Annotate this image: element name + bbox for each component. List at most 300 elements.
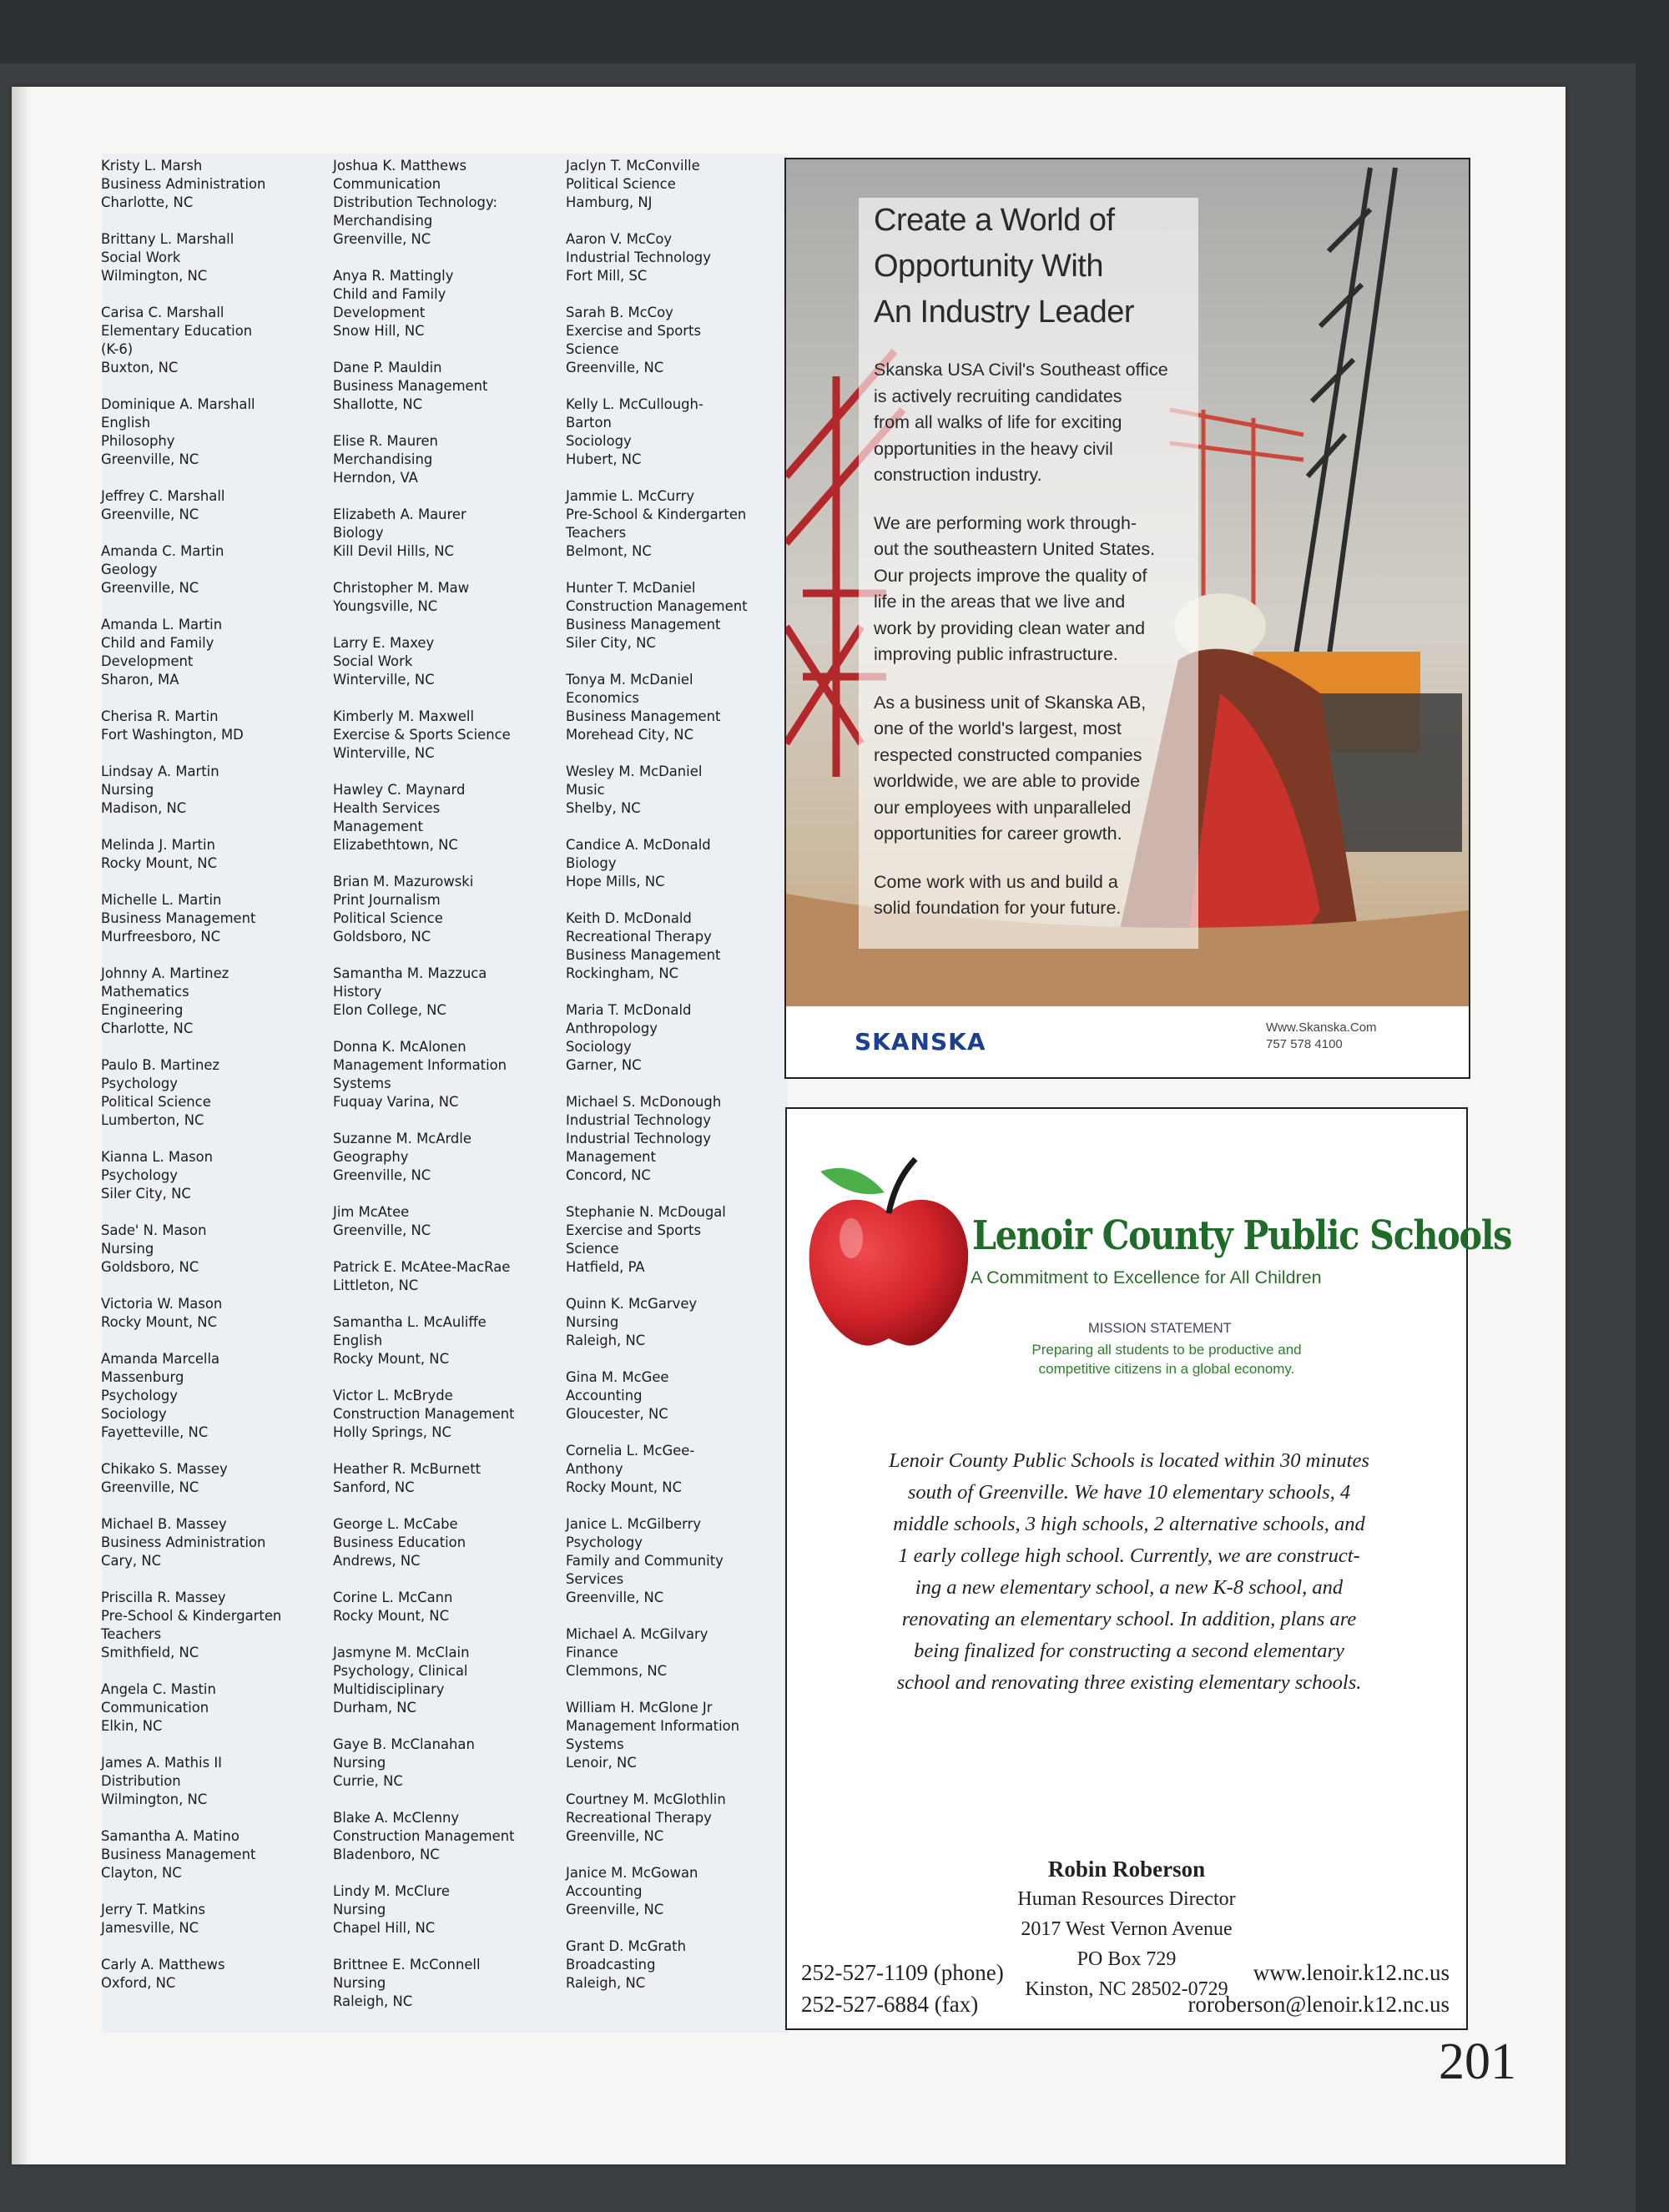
graduate-detail: Exercise and Sports [566,323,702,339]
graduate-detail: Raleigh, NC [333,1993,413,2009]
graduate-detail: Rocky Mount, NC [566,1479,683,1495]
graduate-name: Brittnee E. McConnell [333,1957,481,1973]
graduate-entry [101,891,335,946]
contact-line: 2017 West Vernon Avenue [1021,1918,1233,1940]
graduate-detail: Engineering [101,1002,184,1018]
paragraph-line: opportunities in the heavy civil [874,438,1113,459]
graduate-entry [333,1589,567,1625]
graduate-detail: Sharon, MA [101,672,179,688]
graduate-name: Aaron V. McCoy [566,231,673,247]
graduate-name: Sarah B. McCoy [566,305,673,320]
graduate-entry [333,506,567,561]
paragraph-line: one of the world's largest, most [874,718,1122,738]
graduate-detail: Barton [566,415,612,431]
graduate-detail: Sociology [101,1406,167,1422]
graduate-detail: Sociology [566,433,632,449]
graduate-name: Larry E. Maxey [333,635,435,651]
graduate-name: Dane P. Mauldin [333,360,442,375]
graduate-detail: Currie, NC [333,1773,403,1789]
graduate-name: Angela C. Mastin [101,1681,216,1697]
graduate-name: Kimberly M. Maxwell [333,708,475,724]
graduate-entry [333,432,567,487]
graduate-name: Maria T. McDonald [566,1002,692,1018]
graduate-entry [566,230,799,285]
lenoir-website-link[interactable]: www.lenoir.k12.nc.us [1253,1960,1450,1985]
graduate-name: Lindy M. McClure [333,1883,450,1899]
paragraph-line: solid foundation for your future. [874,898,1122,918]
graduate-entry [566,579,799,653]
graduate-name: Chikako S. Massey [101,1461,228,1477]
lenoir-county-name: Lenoir County Public Schools [972,1212,1512,1259]
graduate-entry [333,1203,567,1240]
skanska-contact [1266,1020,1377,1053]
graduate-detail: Systems [566,1736,624,1752]
graduate-entry [333,1644,567,1717]
graduate-entry [333,157,567,249]
graduate-detail: Charlotte, NC [101,1020,194,1036]
contact-line: Kinston, NC 28502-0729 [1025,1978,1228,2000]
graduate-detail: Snow Hill, NC [333,323,425,339]
description-line: 1 early college high school. Currently, we are construct- [898,1544,1360,1567]
graduate-entry [101,1148,335,1203]
graduate-name: Janice M. McGowan [566,1865,698,1881]
graduate-entry [566,1442,799,1497]
graduate-name: Michael S. McDonough [566,1094,722,1110]
graduate-entry [101,1056,335,1130]
contact-name: Robin Roberson [1047,1857,1206,1882]
graduate-name: Kelly L. McCullough- [566,396,703,412]
graduate-detail: Print Journalism [333,892,441,908]
headline-line: Create a World of [874,203,1115,238]
graduate-detail: Cary, NC [101,1553,162,1569]
graduate-detail: Madison, NC [101,800,187,816]
graduate-name: Gaye B. McClanahan [333,1736,475,1752]
graduate-column-1 [101,157,335,2011]
headline-line: An Industry Leader [874,295,1135,330]
graduate-detail: Nursing [566,1314,619,1330]
graduate-name: Christopher M. Maw [333,580,470,596]
graduate-detail: Accounting [566,1883,643,1899]
graduate-detail: Fort Mill, SC [566,268,648,284]
graduate-detail: Philosophy [101,433,175,449]
graduate-detail: Elon College, NC [333,1002,446,1018]
graduate-detail: Youngsville, NC [333,598,438,614]
graduate-detail: Raleigh, NC [566,1975,646,1991]
phone-number[interactable]: 252-527-1109 (phone) [801,1960,1004,1985]
graduate-name: Gina M. McGee [566,1369,669,1385]
graduate-entry [101,965,335,1038]
skanska-paragraph [874,511,1183,668]
graduate-name: Samantha A. Matino [101,1828,240,1844]
graduate-detail: Rockingham, NC [566,965,679,981]
graduate-detail: Child and Family [333,286,446,302]
graduate-detail: Political Science [101,1094,211,1110]
graduate-name: Jammie L. McCurry [566,488,695,504]
graduate-detail: Chapel Hill, NC [333,1920,436,1936]
graduate-detail: Communication [333,176,441,192]
graduate-detail: Recreational Therapy [566,1810,712,1826]
graduate-name: Kianna L. Mason [101,1149,214,1165]
graduate-name: William H. McGlone Jr [566,1700,713,1716]
graduate-name: Lindsay A. Martin [101,763,219,779]
paragraph-line: out the southeastern United States. [874,539,1156,559]
graduate-detail: Hope Mills, NC [566,874,665,889]
graduate-name: Quinn K. McGarvey [566,1296,698,1312]
graduate-detail: Management [333,819,423,834]
skanska-paragraph [874,357,1183,489]
graduate-entry [101,487,335,524]
graduate-entry [333,1313,567,1368]
graduate-detail: Murfreesboro, NC [101,929,221,945]
yearbook-page [12,87,1566,2164]
graduate-detail: Services [566,1571,624,1587]
graduate-name: Jaclyn T. McConville [566,158,700,174]
graduate-detail: Elkin, NC [101,1718,163,1734]
paragraph-line: our employees with unparalleled [874,797,1132,818]
graduate-name: Sade' N. Mason [101,1222,207,1238]
graduate-detail: Greenville, NC [333,1222,431,1238]
graduate-detail: Industrial Technology [566,1131,711,1146]
graduate-entry [333,1809,567,1864]
graduate-detail: English [101,415,151,431]
mission-statement-title: MISSION STATEMENT [1088,1321,1232,1336]
graduate-name: Wesley M. McDaniel [566,763,703,779]
graduate-detail: Mathematics [101,984,189,1000]
graduate-entry [333,1736,567,1791]
graduate-detail: Smithfield, NC [101,1645,199,1660]
graduate-detail: Hubert, NC [566,451,642,467]
graduate-entry [333,708,567,763]
graduate-detail: Wilmington, NC [101,1791,208,1807]
graduate-detail: Broadcasting [566,1957,656,1973]
contact-line: PO Box 729 [1077,1948,1177,1970]
graduate-detail: Gloucester, NC [566,1406,668,1422]
graduate-detail: Political Science [333,910,443,926]
skanska-advertisement [784,158,1470,1079]
graduate-detail: Lenoir, NC [566,1755,637,1771]
graduate-entry [566,1699,799,1772]
graduate-detail: Belmont, NC [566,543,652,559]
fax-number: 252-527-6884 (fax) [801,1992,979,2017]
graduate-detail: Anthony [566,1461,623,1477]
graduate-name: Paulo B. Martinez [101,1057,220,1073]
graduate-detail: Child and Family [101,635,214,651]
graduate-name: Donna K. McAlonen [333,1039,466,1055]
graduate-name: Victor L. McBryde [333,1388,453,1403]
graduate-detail: Greenville, NC [333,1167,431,1183]
graduate-name: Candice A. McDonald [566,837,711,853]
graduate-detail: Nursing [333,1755,386,1771]
graduate-detail: Fuquay Varina, NC [333,1094,459,1110]
graduate-detail: Lumberton, NC [101,1112,204,1128]
graduate-entry [566,1937,799,1993]
graduate-name: Amanda Marcella [101,1351,220,1367]
graduate-entry [101,1901,335,1937]
headline-line: Opportunity With [874,249,1103,284]
graduate-detail: Business Education [333,1534,466,1550]
graduate-detail: Sociology [566,1039,632,1055]
graduate-entry [101,836,335,873]
graduate-detail: (K-6) [101,341,134,357]
paragraph-line: Our projects improve the quality of [874,565,1147,586]
graduate-detail: Management Information [333,1057,507,1073]
graduate-detail: Siler City, NC [566,635,656,651]
graduate-detail: Construction Management [333,1406,515,1422]
graduate-entry [566,157,799,212]
graduate-detail: Recreational Therapy [566,929,712,945]
description-line: being finalized for constructing a second elementary [914,1640,1344,1662]
graduate-entry [566,909,799,983]
graduate-detail: Greenville, NC [101,506,199,522]
graduate-detail: Anthropology [566,1020,658,1036]
graduate-entry [566,304,799,377]
graduate-detail: Winterville, NC [333,672,435,688]
graduate-detail: Shallotte, NC [333,396,423,412]
graduate-name: Corine L. McCann [333,1590,453,1605]
graduate-name: Jim McAtee [333,1204,410,1220]
graduate-detail: Psychology [566,1534,643,1550]
graduate-detail: Psychology, Clinical [333,1663,468,1679]
skanska-footer [786,1006,1469,1077]
graduate-detail: Science [566,1241,619,1257]
skanska-logo[interactable]: SKANSKA [855,1028,986,1056]
paragraph-line: opportunities for career growth. [874,824,1122,844]
graduate-entry [566,1864,799,1919]
graduate-detail: Pre-School & Kindergarten [101,1608,282,1624]
graduate-detail: Fort Washington, MD [101,727,244,743]
graduate-detail: Political Science [566,176,676,192]
graduate-detail: Andrews, NC [333,1553,421,1569]
graduate-entry [333,1460,567,1497]
graduate-detail: Management [566,1149,656,1165]
graduate-entry [101,1680,335,1736]
graduate-name: Anya R. Mattingly [333,268,454,284]
graduate-entry [333,965,567,1020]
graduate-entry [101,1754,335,1809]
graduate-detail: Garner, NC [566,1057,642,1073]
graduate-detail: Business Administration [101,1534,266,1550]
graduate-detail: Health Services [333,800,441,816]
skanska-paragraph [874,690,1183,848]
graduate-detail: Rocky Mount, NC [101,855,218,871]
paragraph-line: is actively recruiting candidates [874,385,1122,406]
graduate-detail: Merchandising [333,451,433,467]
graduate-entry [566,1093,799,1185]
graduate-entry [333,1387,567,1442]
graduate-detail: Goldsboro, NC [101,1259,199,1275]
graduate-detail: Psychology [101,1076,178,1091]
graduate-detail: Social Work [333,653,413,669]
graduate-detail: Buxton, NC [101,360,179,375]
graduate-detail: Fayetteville, NC [101,1424,209,1440]
graduate-detail: Psychology [101,1388,178,1403]
graduate-detail: Multidisciplinary [333,1681,445,1697]
graduate-detail: Sanford, NC [333,1479,415,1495]
graduate-name: Michael A. McGilvary [566,1626,708,1642]
graduate-detail: Construction Management [566,598,748,614]
description-line: ing a new elementary school, a new K-8 school, and [915,1576,1344,1599]
graduate-entry [101,616,335,689]
graduate-entry [101,1350,335,1442]
graduate-detail: Geography [333,1149,409,1165]
graduate-detail: Nursing [333,1902,386,1917]
graduate-entry [101,1589,335,1662]
graduate-detail: Nursing [333,1975,386,1991]
graduate-detail: Siler City, NC [101,1186,191,1202]
graduate-detail: Greenville, NC [101,580,199,596]
graduate-entry [566,671,799,744]
paragraph-line: improving public infrastructure. [874,644,1118,664]
graduate-detail: Greenville, NC [566,360,664,375]
paragraph-line: life in the areas that we live and [874,592,1126,612]
paragraph-line: worldwide, we are able to provide [874,771,1141,791]
graduate-entry [101,157,335,212]
graduate-detail: Exercise and Sports [566,1222,702,1238]
graduate-entry [566,1625,799,1680]
graduate-entry [101,230,335,285]
graduate-name: Hunter T. McDaniel [566,580,696,596]
graduate-detail: Nursing [101,782,154,798]
graduate-detail: Rocky Mount, NC [333,1351,450,1367]
graduate-name: Carisa C. Marshall [101,305,224,320]
paragraph-line: respected constructed companies [874,744,1142,765]
graduate-entry [101,1827,335,1882]
graduate-detail: Concord, NC [566,1167,651,1183]
contact-line: Human Resources Director [1017,1888,1236,1910]
graduate-detail: Jamesville, NC [101,1920,199,1936]
graduate-name: Kristy L. Marsh [101,158,203,174]
graduate-detail: Finance [566,1645,618,1660]
graduate-name: Brian M. Mazurowski [333,874,474,889]
graduate-name: Hawley C. Maynard [333,782,466,798]
graduate-detail: Industrial Technology [566,1112,711,1128]
graduate-entry [333,781,567,854]
graduate-entry [101,1460,335,1497]
graduate-detail: Business Management [101,910,256,926]
graduate-entry [101,1515,335,1570]
graduate-detail: Teachers [101,1626,162,1642]
graduate-name: Dominique A. Marshall [101,396,255,412]
graduate-name: Jeffrey C. Marshall [101,488,225,504]
skanska-headline [874,198,1183,335]
graduate-detail: Hatfield, PA [566,1259,645,1275]
graduate-name: Courtney M. McGlothlin [566,1791,726,1807]
graduate-entry [566,1515,799,1607]
graduate-detail: Massenburg [101,1369,184,1385]
graduate-name: Joshua K. Matthews [333,158,467,174]
graduate-detail: Exercise & Sports Science [333,727,511,743]
graduate-detail: Clemmons, NC [566,1663,668,1679]
graduate-detail: Distribution [101,1773,181,1789]
graduate-detail: Development [333,305,426,320]
graduate-detail: Holly Springs, NC [333,1424,451,1440]
graduate-detail: Teachers [566,525,627,541]
graduate-detail: Greenville, NC [101,451,199,467]
graduate-name: Cornelia L. McGee- [566,1443,695,1459]
graduate-name: Cherisa R. Martin [101,708,219,724]
graduate-entry [333,1882,567,1937]
apple-logo-icon [805,1155,972,1351]
graduate-entry [333,267,567,340]
graduate-entry [333,1956,567,2011]
graduate-detail: Greenville, NC [566,1902,664,1917]
graduate-detail: Raleigh, NC [566,1333,646,1348]
graduate-name: Carly A. Matthews [101,1957,225,1973]
graduate-detail: Elementary Education [101,323,253,339]
graduate-name: Jerry T. Matkins [101,1902,206,1917]
graduate-detail: Bladenboro, NC [333,1847,440,1862]
graduate-detail: Science [566,341,619,357]
graduate-entry [333,1130,567,1185]
paragraph-line: Skanska USA Civil's Southeast office [874,360,1168,380]
graduate-detail: Wilmington, NC [101,268,208,284]
graduate-entry [566,1368,799,1423]
description-line: south of Greenville. We have 10 elementary schools, 4 [907,1481,1351,1504]
graduate-entry [101,708,335,744]
graduate-detail: Business Management [566,708,721,724]
graduate-column-2 [333,157,567,2029]
graduate-name: Heather R. McBurnett [333,1461,482,1477]
description-line: middle schools, 3 high schools, 2 alternative schools, and [893,1513,1365,1535]
paragraph-line: Come work with us and build a [874,871,1118,892]
graduate-detail: Greenville, NC [333,231,431,247]
graduate-name: Keith D. McDonald [566,910,692,926]
graduate-entry [333,1258,567,1295]
graduate-detail: Biology [333,525,384,541]
graduate-detail: Music [566,782,605,798]
skanska-website[interactable]: Www.Skanska.Com [1266,1020,1377,1035]
lenoir-email-link[interactable]: roroberson@lenoir.k12.nc.us [1187,1992,1450,2017]
graduate-detail: Economics [566,690,639,706]
graduate-detail: Business Administration [101,176,266,192]
graduate-detail: Winterville, NC [333,745,435,761]
graduate-entry [333,579,567,616]
graduate-name: Jasmyne M. McClain [333,1645,470,1660]
graduate-entry [101,1222,335,1277]
skanska-paragraph [874,869,1183,922]
graduate-entry [566,487,799,561]
graduate-entry [333,1038,567,1111]
graduate-detail: Nursing [101,1241,154,1257]
graduate-detail: Business Management [101,1847,256,1862]
graduate-column-3 [566,157,799,2011]
graduate-name: Samantha L. McAuliffe [333,1314,487,1330]
paragraph-line: As a business unit of Skanska AB, [874,692,1147,713]
graduate-detail: Clayton, NC [101,1865,182,1881]
graduate-name: Brittany L. Marshall [101,231,234,247]
graduate-detail: Industrial Technology [566,249,711,265]
graduate-detail: Greenville, NC [101,1479,199,1495]
graduate-detail: Distribution Technology: [333,194,497,210]
graduate-detail: Biology [566,855,617,871]
graduate-detail: Shelby, NC [566,800,641,816]
graduate-detail: Oxford, NC [101,1975,176,1991]
graduate-detail: Merchandising [333,213,433,229]
graduate-name: Suzanne M. McArdle [333,1131,471,1146]
paragraph-line: work by providing clean water and [874,617,1146,638]
graduate-entry [566,763,799,818]
graduate-detail: Durham, NC [333,1700,416,1716]
graduate-detail: Hamburg, NJ [566,194,653,210]
graduate-name: Melinda J. Martin [101,837,215,853]
lenoir-description [837,1445,1421,1699]
graduate-entry [101,1956,335,1993]
graduate-detail: Development [101,653,194,669]
graduate-detail: Greenville, NC [566,1590,664,1605]
graduate-name: Priscilla R. Massey [101,1590,226,1605]
description-line: Lenoir County Public Schools is located within 30 minutes [889,1449,1369,1472]
graduate-entry [566,1791,799,1846]
